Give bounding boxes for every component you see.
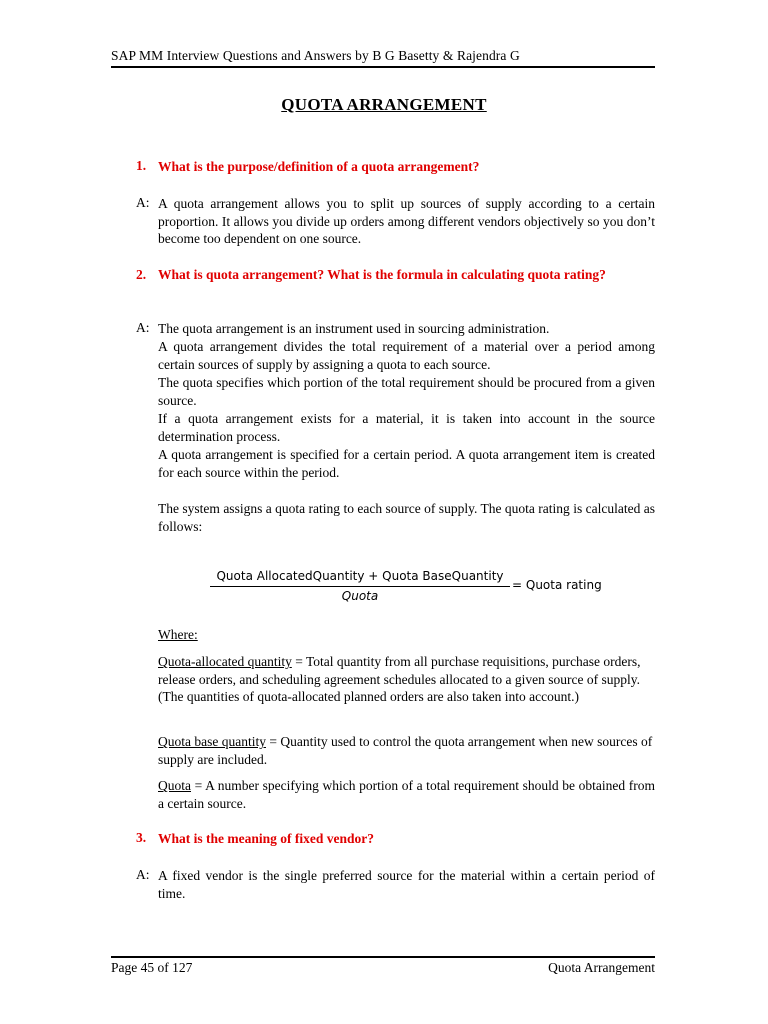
- answer-text: A fixed vendor is the single preferred source for the material within a certain period of time.: [158, 868, 655, 901]
- question-number: 2.: [136, 267, 147, 282]
- header-rule: [111, 66, 655, 68]
- answer-line: The quota specifies which portion of the total requirement should be procured from a given source.: [158, 375, 655, 408]
- answer-line: A quota arrangement is specified for a certain period. A quota arrangement item is created for each source within the period.: [158, 447, 655, 480]
- formula-numerator: Quota AllocatedQuantity + Quota BaseQuantity: [216, 569, 504, 583]
- quota-rating-formula: [210, 567, 630, 607]
- definition-quota: [158, 777, 655, 812]
- question-number: 3.: [136, 830, 147, 845]
- definition-text: = Total quantity from all purchase requisitions, purchase orders, release orders, and scheduling agreement schedules allocated to a given source of supply. (The quantities of quota-allocated planned orders are also taken into account.): [158, 654, 641, 705]
- running-header: SAP MM Interview Questions and Answers by B G Basetty & Rajendra G: [111, 48, 520, 63]
- answer-label: A:: [136, 320, 150, 335]
- answer-label: A:: [136, 195, 150, 210]
- quota-rating-intro: The system assigns a quota rating to each source of supply. The quota rating is calculated as follows:: [158, 501, 655, 534]
- answer-label: A:: [136, 867, 150, 882]
- definition-text: = A number specifying which portion of a total requirement should be obtained from a certain source.: [158, 778, 655, 811]
- definition-quota-base-quantity: [158, 733, 655, 768]
- footer-section-title: Quota Arrangement: [548, 960, 655, 975]
- question-text: What is quota arrangement? What is the formula in calculating quota rating?: [158, 267, 606, 282]
- question-text: What is the meaning of fixed vendor?: [158, 831, 374, 846]
- definition-term: Quota base quantity: [158, 734, 266, 749]
- formula-result: = Quota rating: [512, 578, 602, 592]
- answer-text: A quota arrangement allows you to split up sources of supply according to a certain proportion. It allows you divide up orders among different vendors objectively so you don’t become too dependent on one source.: [158, 196, 655, 247]
- formula-denominator: Quota: [341, 589, 379, 603]
- question-text: What is the purpose/definition of a quota arrangement?: [158, 159, 480, 174]
- definition-term: Quota: [158, 778, 191, 793]
- footer-rule: [111, 956, 655, 958]
- definition-quota-allocated-quantity: [158, 653, 655, 706]
- where-label: Where:: [158, 627, 198, 642]
- answer-line: A quota arrangement divides the total requirement of a material over a period among certain sources of supply by assigning a quota to each source.: [158, 339, 655, 372]
- formula-fraction-bar: [210, 586, 510, 587]
- definition-term: Quota-allocated quantity: [158, 654, 292, 669]
- question-number: 1.: [136, 158, 147, 173]
- answer-line: If a quota arrangement exists for a material, it is taken into account in the source determination process.: [158, 411, 655, 444]
- answer-line: The quota arrangement is an instrument used in sourcing administration.: [158, 321, 550, 336]
- page-number: Page 45 of 127: [111, 960, 193, 975]
- definition-text: = Quantity used to control the quota arrangement when new sources of supply are included.: [158, 734, 653, 767]
- page-title: QUOTA ARRANGEMENT: [281, 95, 487, 114]
